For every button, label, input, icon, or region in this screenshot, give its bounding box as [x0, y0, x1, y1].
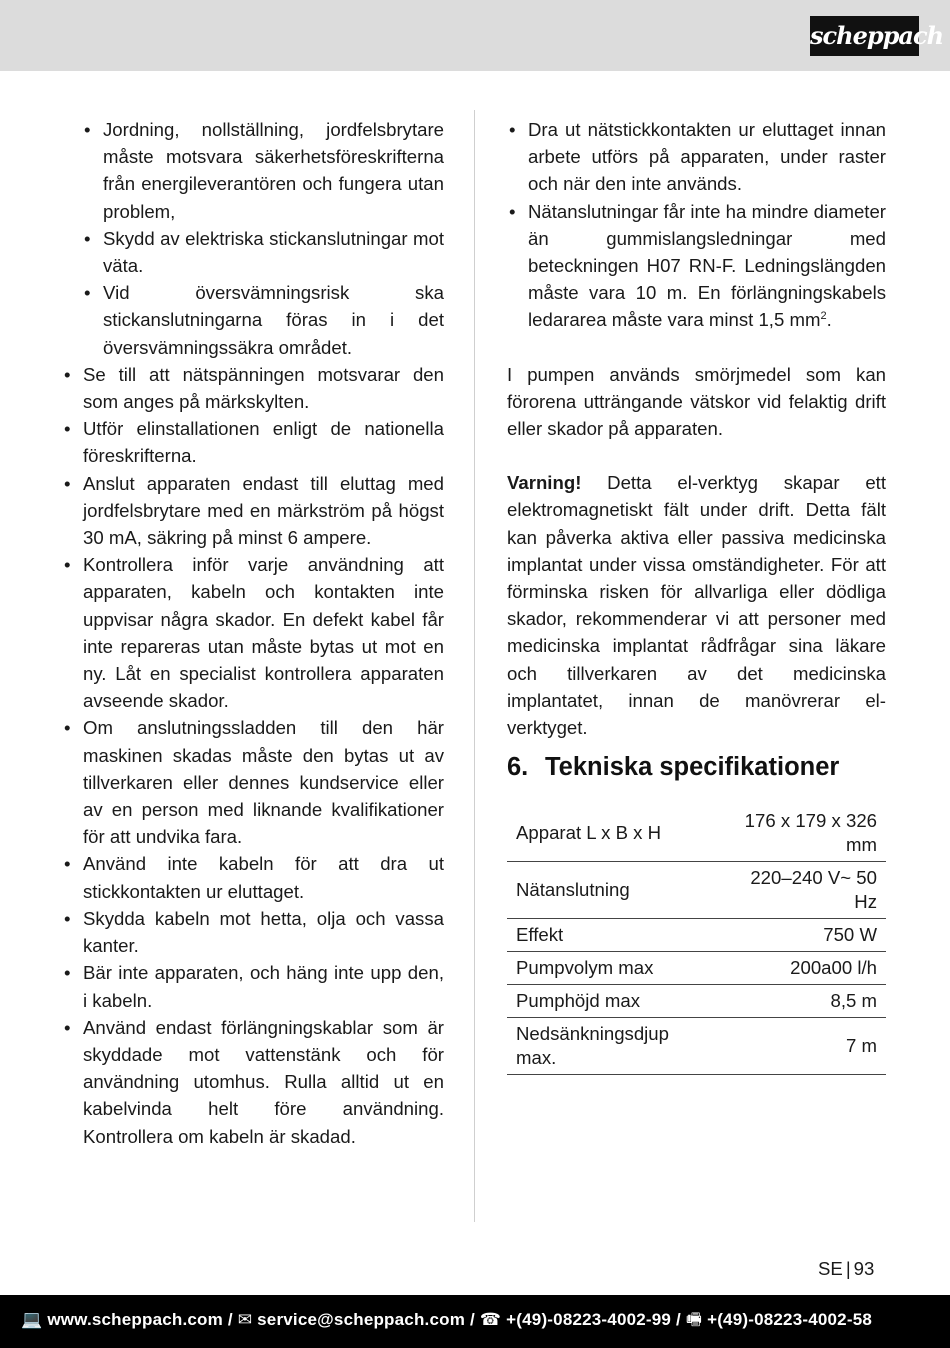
list-item: • Skydd av elektriska stickanslutningar mot väta. [82, 225, 444, 279]
table-row [507, 985, 886, 1018]
list-item: • Använd endast förlängningskablar som är skyddade mot vattenstänk och för användning utomhus. Rulla alltid ut en kabelvinda helt före användning. Kontrollera om kabeln är skadad. [62, 1014, 444, 1150]
list-item: • Bär inte apparaten, och häng inte upp den, i kabeln. [62, 959, 444, 1013]
column-divider [474, 110, 475, 1222]
list-item-end: . [826, 309, 832, 331]
header-band [0, 0, 950, 71]
spec-label: Nätanslutning [507, 862, 717, 919]
fax-icon: 🖷 [685, 1310, 703, 1329]
superscript: 2 [820, 310, 827, 323]
page-separator: | [845, 1258, 851, 1279]
sub-bullet-list [62, 116, 444, 361]
spec-label: Apparat L x B x H [507, 805, 717, 862]
lubricant-paragraph: I pumpen används smörjmedel som kan förorena utträngande vätskor vid felaktig drift eller skador på apparaten. [507, 363, 886, 440]
spec-value: 7 m [717, 1018, 886, 1075]
page-number [818, 1258, 874, 1280]
warning-label: Varning! [507, 472, 582, 494]
spec-value: 8,5 m [717, 985, 886, 1018]
list-item: • Kontrollera inför varje användning att apparaten, kabeln och kontakten inte uppvisar några skador. En defekt kabel får inte repareras utan måste bytas ut mot en ny. Låt en specialist kontrollera apparaten avseende skador. [62, 551, 444, 714]
list-item: • Om anslutningssladden till den här maskinen skadas måste den bytas ut av tillverkaren eller dennes kundservice eller av en person med liknande kvalifikationer för att undvika fara. [62, 714, 444, 850]
spec-table [507, 805, 886, 1075]
spec-label: Effekt [507, 919, 717, 952]
bullet-list [507, 116, 886, 334]
spec-value: 220–240 V~ 50 Hz [717, 862, 886, 919]
spec-label: Pumphöjd max [507, 985, 717, 1018]
spec-label: Nedsänkningsdjup max. [507, 1018, 717, 1075]
computer-icon: 💻 [21, 1310, 43, 1329]
list-item: • Anslut apparaten endast till eluttag med jordfelsbrytare med en märkström på högst 30 mA, säkring på minst 6 ampere. [62, 470, 444, 552]
list-item: • Vid översvämningsrisk ska stickanslutningarna föras in i det översvämningssäkra området. [82, 279, 444, 361]
list-item: • Dra ut nätstickkontakten ur eluttaget innan arbete utförs på apparaten, under raster och när den inte används. [507, 116, 886, 198]
footer-bar: 💻 www.scheppach.com / ✉ service@scheppach.com / ☎ +(49)-08223-4002-99 / 🖷 +(49)-08223-4002-58 [0, 1295, 950, 1348]
footer-website[interactable]: www.scheppach.com [47, 1310, 223, 1329]
page-language: SE [818, 1258, 843, 1279]
page-number-value: 93 [853, 1258, 875, 1279]
table-row [507, 862, 886, 919]
warning-text: Detta el-verktyg skapar ett elektromagnetiskt fält under drift. Detta fält kan påverka aktiva eller passiva medicinska implantat under vissa omständigheter. För att förminska risken för allvarliga eller dödliga skador, rekommenderar vi att personer med medicinska implantat rådfrågar sina läkare och tillverkaren av det medicinska implantatet, innan de manövrerar el-verktyget. [507, 472, 886, 739]
list-item [507, 198, 886, 334]
list-item: • Jordning, nollställning, jordfelsbrytare måste motsvara säkerhetsföreskrifterna från energileverantören och fungera utan problem, [82, 116, 444, 225]
spec-value: 176 x 179 x 326 mm [717, 805, 886, 862]
footer-fax: +(49)-08223-4002-58 [707, 1310, 873, 1329]
footer-phone: +(49)-08223-4002-99 [506, 1310, 672, 1329]
bullet-list [62, 361, 444, 1150]
spec-value: 750 W [717, 919, 886, 952]
list-item: • Skydda kabeln mot hetta, olja och vassa kanter. [62, 905, 444, 959]
warning-paragraph [507, 469, 886, 741]
spec-label: Pumpvolym max [507, 952, 717, 985]
table-row [507, 919, 886, 952]
brand-logo: scheppach [810, 16, 919, 56]
phone-icon: ☎ [479, 1310, 502, 1329]
list-item: • Använd inte kabeln för att dra ut stickkontakten ur eluttaget. [62, 850, 444, 904]
footer-email[interactable]: service@scheppach.com [257, 1310, 466, 1329]
list-item-text: Nätanslutningar får inte ha mindre diameter än gummislangsledningar med beteckningen H07 RN-F. Ledningslängden måste vara 10 m. En förlängningskabels ledararea måste vara minst 1,5 mm [528, 200, 886, 331]
table-row [507, 952, 886, 985]
left-column [62, 116, 444, 1150]
table-row [507, 1018, 886, 1075]
spec-value: 200a00 l/h [717, 952, 886, 985]
section-title: Tekniska specifikationer [545, 753, 840, 782]
list-item: • Utför elinstallationen enligt de nationella föreskrifterna. [62, 415, 444, 469]
list-item: • Se till att nätspänningen motsvarar den som anges på märkskylten. [62, 361, 444, 415]
section-number: 6. [507, 753, 529, 782]
section-heading [507, 751, 886, 783]
right-column [507, 116, 886, 1075]
table-row [507, 805, 886, 862]
mail-icon: ✉ [237, 1310, 253, 1329]
